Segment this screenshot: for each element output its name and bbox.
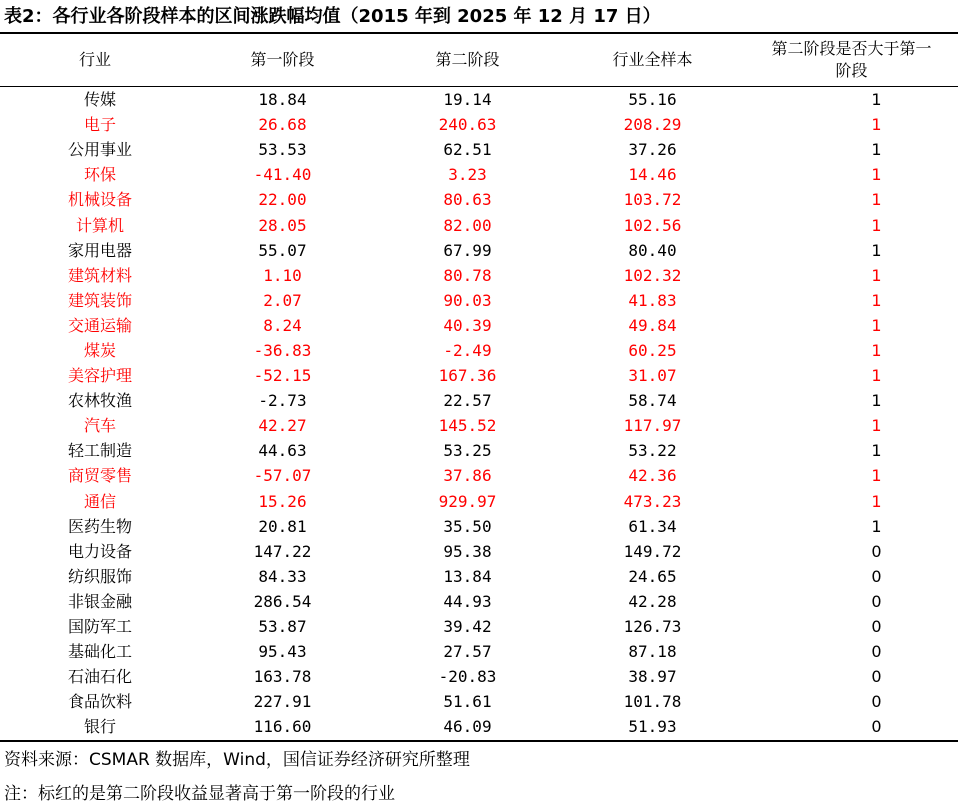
- cell-flag: 1: [871, 140, 882, 160]
- cell-full-sample: 102.56: [623, 215, 682, 235]
- table-row: [0, 438, 958, 463]
- table-row: [0, 212, 958, 237]
- table-row: [0, 589, 958, 614]
- table-row: [0, 463, 958, 488]
- cell-stage1: 227.91: [253, 692, 312, 712]
- cell-stage2: 40.39: [443, 315, 492, 335]
- cell-full-sample: 117.97: [623, 416, 682, 436]
- cell-flag: 1: [871, 315, 882, 335]
- table-row: [0, 87, 958, 112]
- cell-stage1: 22.00: [258, 190, 307, 210]
- cell-stage1: 8.24: [263, 315, 302, 335]
- cell-flag: 1: [871, 190, 882, 210]
- cell-industry: 计算机: [75, 215, 124, 235]
- cell-flag: 1: [871, 240, 882, 260]
- table-body: [0, 87, 958, 739]
- table-row: [0, 162, 958, 187]
- bottom-rule: [0, 740, 958, 742]
- cell-flag: 0: [871, 617, 882, 637]
- cell-industry: 电子: [83, 115, 116, 135]
- cell-stage2: 39.42: [443, 617, 492, 637]
- cell-full-sample: 473.23: [623, 491, 682, 511]
- cell-full-sample: 41.83: [628, 290, 677, 310]
- cell-flag: 1: [871, 491, 882, 511]
- cell-stage2: 62.51: [443, 140, 492, 160]
- table-row: [0, 714, 958, 739]
- table-row: [0, 137, 958, 162]
- cell-industry: 美容护理: [67, 366, 132, 386]
- table-header: [0, 34, 958, 86]
- cell-stage1: -36.83: [253, 340, 312, 360]
- cell-stage1: 84.33: [258, 566, 307, 586]
- table-row: [0, 238, 958, 263]
- table-row: [0, 564, 958, 589]
- cell-stage1: 116.60: [253, 717, 312, 737]
- cell-stage2: 90.03: [443, 290, 492, 310]
- cell-industry: 机械设备: [67, 190, 132, 210]
- cell-full-sample: 24.65: [628, 566, 677, 586]
- table-row: [0, 313, 958, 338]
- cell-flag: 0: [871, 642, 882, 662]
- cell-industry: 交通运输: [67, 315, 132, 335]
- cell-stage1: 286.54: [253, 591, 312, 611]
- cell-full-sample: 42.28: [628, 591, 677, 611]
- cell-full-sample: 149.72: [623, 541, 682, 561]
- cell-flag: 1: [871, 165, 882, 185]
- cell-stage1: 1.10: [263, 265, 302, 285]
- cell-stage2: 240.63: [438, 115, 497, 135]
- remark-note: 注：标红的是第二阶段收益显著高于第一阶段的行业: [4, 784, 395, 804]
- cell-flag: 1: [871, 290, 882, 310]
- cell-stage1: 53.87: [258, 617, 307, 637]
- cell-flag: 0: [871, 667, 882, 687]
- cell-flag: 1: [871, 90, 882, 110]
- cell-stage2: 145.52: [438, 416, 497, 436]
- cell-stage1: 95.43: [258, 642, 307, 662]
- cell-stage2: 167.36: [438, 366, 497, 386]
- cell-industry: 国防军工: [67, 617, 132, 637]
- cell-stage1: -2.73: [258, 391, 307, 411]
- cell-industry: 基础化工: [67, 642, 132, 662]
- cell-full-sample: 38.97: [628, 667, 677, 687]
- cell-stage2: 82.00: [443, 215, 492, 235]
- table-row: [0, 363, 958, 388]
- table-row: [0, 388, 958, 413]
- cell-full-sample: 31.07: [628, 366, 677, 386]
- cell-stage2: -20.83: [438, 667, 497, 687]
- cell-industry: 煤炭: [83, 340, 116, 360]
- table-row: [0, 539, 958, 564]
- cell-stage2: 37.86: [443, 466, 492, 486]
- cell-flag: 1: [871, 366, 882, 386]
- table-row: [0, 263, 958, 288]
- cell-full-sample: 55.16: [628, 90, 677, 110]
- cell-stage1: 42.27: [258, 416, 307, 436]
- cell-stage2: 80.63: [443, 190, 492, 210]
- cell-full-sample: 102.32: [623, 265, 682, 285]
- cell-industry: 汽车: [83, 416, 116, 436]
- cell-full-sample: 42.36: [628, 466, 677, 486]
- cell-full-sample: 61.34: [628, 516, 677, 536]
- cell-stage2: 95.38: [443, 541, 492, 561]
- cell-industry: 传媒: [83, 90, 116, 110]
- table-row: [0, 413, 958, 438]
- cell-industry: 农林牧渔: [67, 391, 132, 411]
- header-stage2-gt-stage1: 第二阶段是否大于第一阶段: [771, 39, 932, 80]
- cell-stage1: 53.53: [258, 140, 307, 160]
- cell-flag: 1: [871, 215, 882, 235]
- cell-full-sample: 14.46: [628, 165, 677, 185]
- cell-stage1: 147.22: [253, 541, 312, 561]
- cell-industry: 石油石化: [67, 667, 132, 687]
- cell-stage1: 55.07: [258, 240, 307, 260]
- cell-flag: 0: [871, 566, 882, 586]
- table-row: [0, 187, 958, 212]
- cell-stage1: -52.15: [253, 366, 312, 386]
- cell-industry: 纺织服饰: [67, 566, 132, 586]
- cell-full-sample: 49.84: [628, 315, 677, 335]
- cell-flag: 0: [871, 541, 882, 561]
- cell-stage1: 28.05: [258, 215, 307, 235]
- cell-full-sample: 101.78: [623, 692, 682, 712]
- cell-full-sample: 80.40: [628, 240, 677, 260]
- cell-stage1: 2.07: [263, 290, 302, 310]
- cell-flag: 0: [871, 717, 882, 737]
- table-row: [0, 639, 958, 664]
- cell-industry: 食品饮料: [67, 692, 132, 712]
- cell-stage1: 26.68: [258, 115, 307, 135]
- cell-stage1: 15.26: [258, 491, 307, 511]
- cell-stage1: -41.40: [253, 165, 312, 185]
- cell-stage2: 51.61: [443, 692, 492, 712]
- cell-industry: 非银金融: [67, 591, 132, 611]
- cell-flag: 1: [871, 466, 882, 486]
- table-title: 表2：各行业各阶段样本的区间涨跌幅均值（2015 年到 2025 年 12 月 17 日）: [4, 6, 661, 27]
- cell-industry: 轻工制造: [67, 441, 132, 461]
- cell-industry: 建筑装饰: [67, 290, 132, 310]
- cell-full-sample: 60.25: [628, 340, 677, 360]
- cell-flag: 0: [871, 591, 882, 611]
- cell-full-sample: 103.72: [623, 190, 682, 210]
- cell-industry: 环保: [83, 165, 116, 185]
- cell-stage2: 19.14: [443, 90, 492, 110]
- cell-industry: 建筑材料: [67, 265, 132, 285]
- table-row: [0, 338, 958, 363]
- cell-full-sample: 37.26: [628, 140, 677, 160]
- cell-industry: 银行: [83, 717, 116, 737]
- cell-full-sample: 87.18: [628, 642, 677, 662]
- table-row: [0, 614, 958, 639]
- cell-industry: 医药生物: [67, 516, 132, 536]
- cell-full-sample: 53.22: [628, 441, 677, 461]
- cell-stage2: 27.57: [443, 642, 492, 662]
- cell-full-sample: 208.29: [623, 115, 682, 135]
- cell-stage2: 929.97: [438, 491, 497, 511]
- cell-stage1: 44.63: [258, 441, 307, 461]
- cell-flag: 1: [871, 340, 882, 360]
- cell-industry: 商贸零售: [67, 466, 132, 486]
- cell-stage1: 18.84: [258, 90, 307, 110]
- cell-industry: 公用事业: [67, 140, 132, 160]
- cell-flag: 0: [871, 692, 882, 712]
- cell-flag: 1: [871, 265, 882, 285]
- cell-stage2: 3.23: [448, 165, 487, 185]
- cell-industry: 电力设备: [67, 541, 132, 561]
- table-row: [0, 112, 958, 137]
- header-industry: 行业: [78, 50, 111, 69]
- cell-flag: 1: [871, 441, 882, 461]
- cell-stage1: 20.81: [258, 516, 307, 536]
- table-row: [0, 288, 958, 313]
- cell-industry: 家用电器: [67, 240, 132, 260]
- cell-stage2: 22.57: [443, 391, 492, 411]
- source-note: 资料来源：CSMAR 数据库，Wind，国信证券经济研究所整理: [4, 750, 470, 770]
- header-stage2: 第二阶段: [435, 50, 500, 69]
- cell-full-sample: 126.73: [623, 617, 682, 637]
- header-full-sample: 行业全样本: [612, 50, 693, 69]
- cell-stage2: 67.99: [443, 240, 492, 260]
- cell-stage1: -57.07: [253, 466, 312, 486]
- cell-flag: 1: [871, 516, 882, 536]
- header-stage1: 第一阶段: [250, 50, 315, 69]
- cell-stage2: 46.09: [443, 717, 492, 737]
- cell-flag: 1: [871, 115, 882, 135]
- cell-stage2: 13.84: [443, 566, 492, 586]
- cell-full-sample: 58.74: [628, 391, 677, 411]
- cell-flag: 1: [871, 391, 882, 411]
- cell-stage2: 44.93: [443, 591, 492, 611]
- table-row: [0, 664, 958, 689]
- cell-stage1: 163.78: [253, 667, 312, 687]
- table-row: [0, 514, 958, 539]
- cell-stage2: 80.78: [443, 265, 492, 285]
- table-row: [0, 489, 958, 514]
- cell-stage2: 35.50: [443, 516, 492, 536]
- cell-industry: 通信: [83, 491, 116, 511]
- cell-full-sample: 51.93: [628, 717, 677, 737]
- cell-stage2: -2.49: [443, 340, 492, 360]
- table-row: [0, 689, 958, 714]
- cell-flag: 1: [871, 416, 882, 436]
- cell-stage2: 53.25: [443, 441, 492, 461]
